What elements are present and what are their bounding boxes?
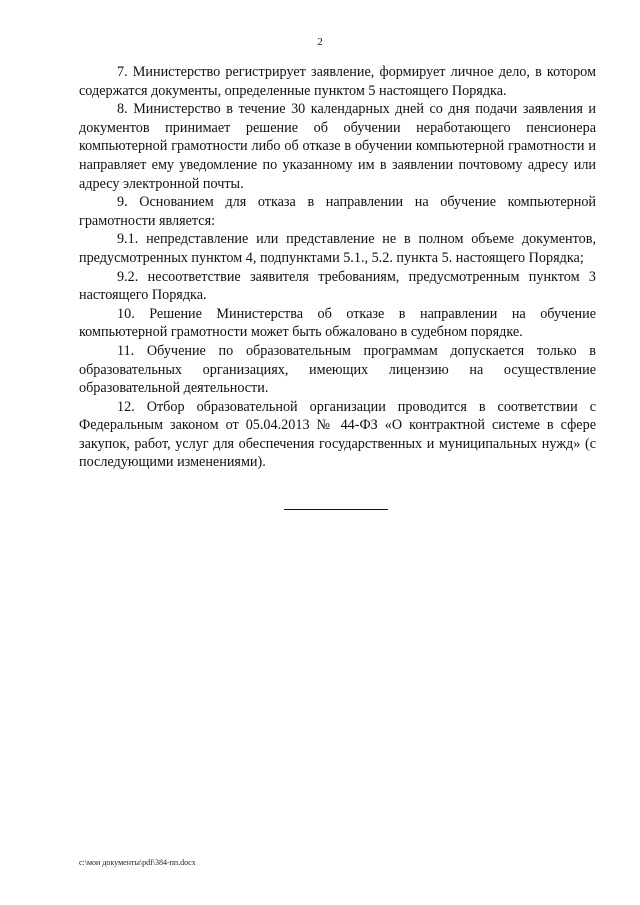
page-number: 2	[317, 36, 323, 48]
footer-file-path: c:\мои документы\pdf\384-пп.docx	[79, 858, 196, 867]
paragraph-9-1: 9.1. непредставление или представление не в полном объеме документов, предусмотренных пунктом 4, подпунктами 5.1., 5.2. пункта 5. настоящего Порядка;	[79, 231, 596, 266]
paragraph-7: 7. Министерство регистрирует заявление, формирует личное дело, в котором содержатся документы, определенные пунктом 5 настоящего Порядка.	[79, 64, 596, 99]
paragraph-9: 9. Основанием для отказа в направлении на обучение компьютерной грамотности является:	[79, 194, 596, 229]
paragraph-10: 10. Решение Министерства об отказе в направлении на обучение компьютерной грамотности может быть обжаловано в судебном порядке.	[79, 305, 596, 341]
document-body	[79, 63, 596, 472]
paragraph-12: 12. Отбор образовательной организации проводится в соответствии с Федеральным законом от 05.04.2013 № 44-ФЗ «О контрактной системе в сфере закупок, работ, услуг для обеспечения государственных и муниципальных нужд» (с последующими изменениями).	[79, 398, 596, 471]
paragraph-8: 8. Министерство в течение 30 календарных дней со дня подачи заявления и документов принимает решение об обучении неработающего пенсионера компьютерной грамотности либо об отказе в обучении компьютерной грамотности и направляет ему уведомление по указанному им в заявлении почтовому адресу или адресу электронной почты.	[79, 101, 596, 192]
paragraph-11: 11. Обучение по образовательным программам допускается только в образовательных организациях, имеющих лицензию на осуществление образовательной деятельности.	[79, 342, 596, 397]
paragraph-9-2: 9.2. несоответствие заявителя требованиям, предусмотренным пунктом 3 настоящего Порядка.	[79, 268, 596, 304]
end-divider	[284, 509, 388, 510]
